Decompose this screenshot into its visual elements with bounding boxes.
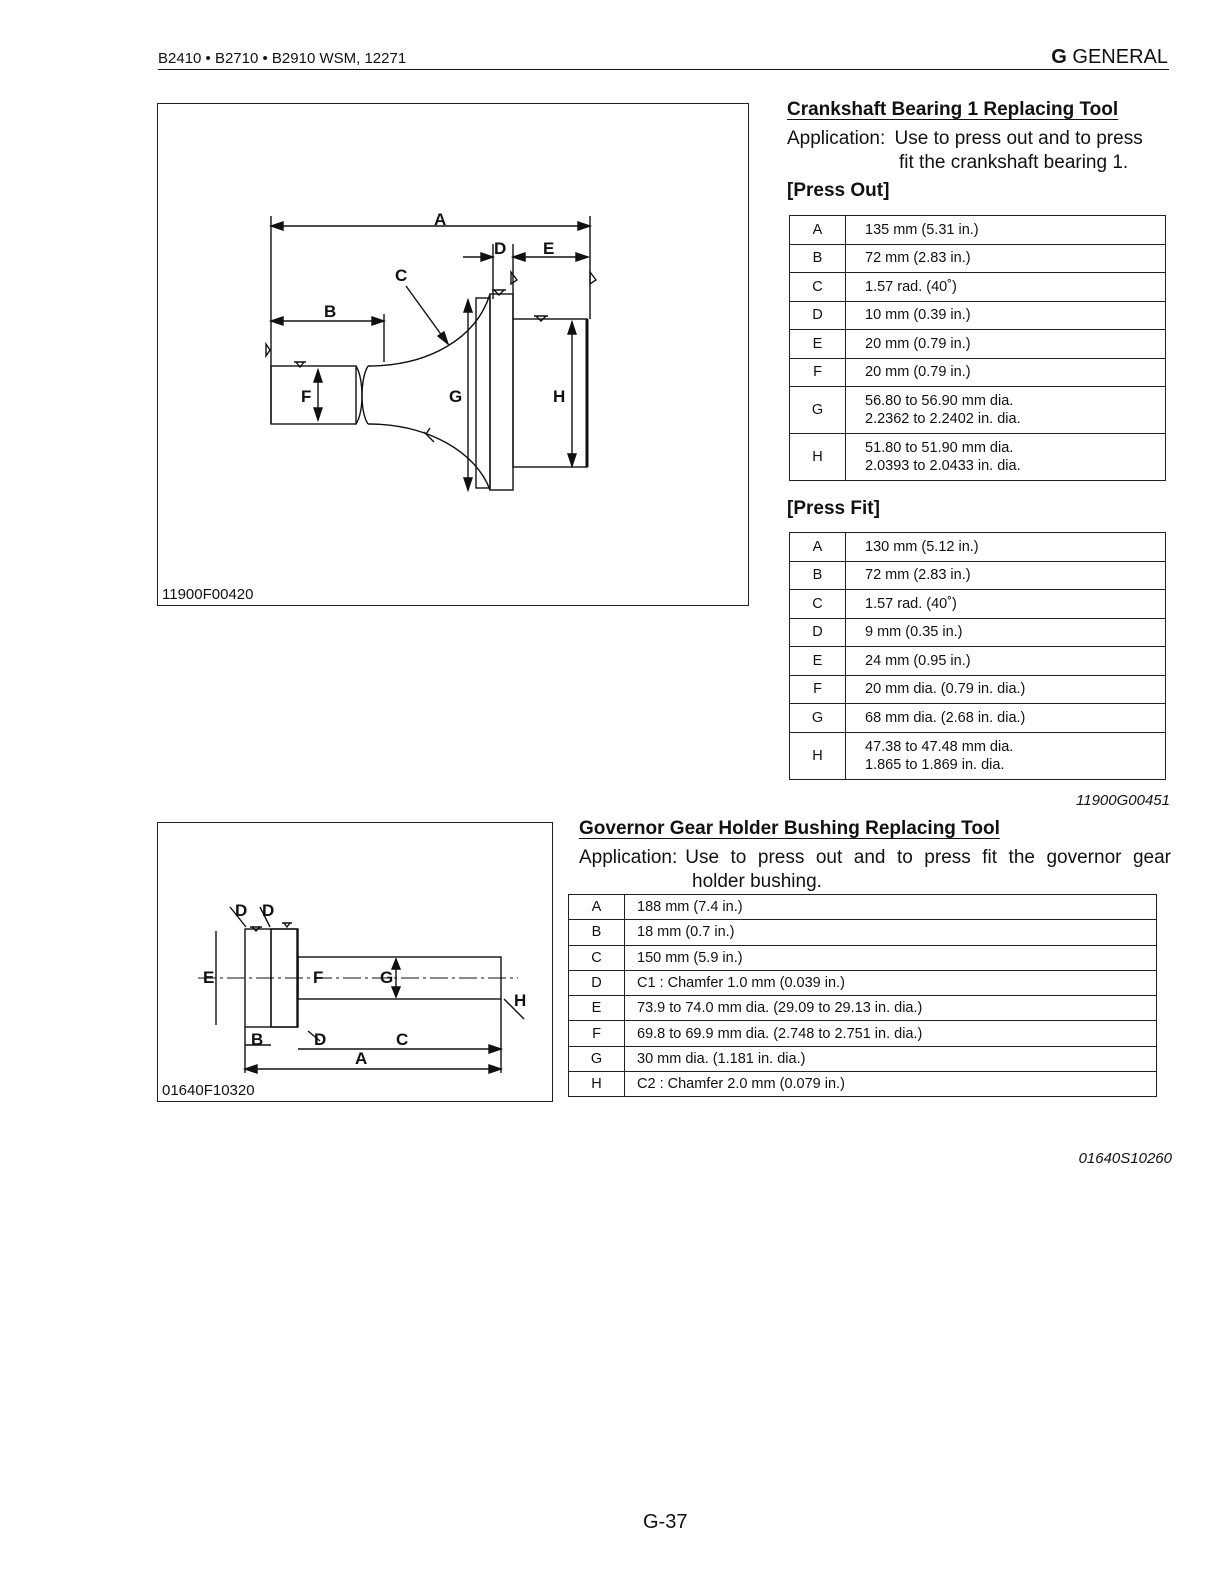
- governor-section-title: Governor Gear Holder Bushing Replacing Tool: [579, 818, 1000, 839]
- spec-value-line: 130 mm (5.12 in.): [865, 538, 979, 555]
- spec-row: [790, 704, 1166, 733]
- spec-value: [846, 590, 1166, 619]
- spec-value: [625, 1072, 1157, 1097]
- spec-key: G: [790, 704, 846, 733]
- spec-key: H: [569, 1072, 625, 1097]
- spec-key: D: [790, 301, 846, 330]
- spec-key: A: [790, 216, 846, 245]
- spec-key: D: [569, 970, 625, 995]
- spec-value: [846, 216, 1166, 245]
- crankshaft-ref-code: 11900G00451: [1076, 792, 1170, 809]
- crankshaft-application-line2: fit the crankshaft bearing 1.: [899, 152, 1129, 173]
- spec-value: [625, 996, 1157, 1021]
- spec-key: G: [790, 387, 846, 434]
- spec-value-line: 68 mm dia. (2.68 in. dia.): [865, 709, 1026, 726]
- fig2-label-a: A: [355, 1049, 368, 1068]
- spec-key: E: [569, 996, 625, 1021]
- spec-row: [790, 244, 1166, 273]
- spec-row: [790, 533, 1166, 562]
- spec-row: [569, 1046, 1157, 1071]
- spec-key: A: [569, 895, 625, 920]
- spec-key: C: [790, 273, 846, 302]
- press-fit-table: [789, 532, 1166, 780]
- spec-value: [625, 1021, 1157, 1046]
- spec-key: F: [790, 358, 846, 387]
- spec-value: [625, 1046, 1157, 1071]
- fig1-label-h: H: [553, 387, 566, 406]
- spec-value-line: 51.80 to 51.90 mm dia.: [865, 440, 1014, 456]
- spec-value: [846, 704, 1166, 733]
- spec-value-line: 20 mm dia. (0.79 in. dia.): [865, 681, 1026, 698]
- crankshaft-section-title: Crankshaft Bearing 1 Replacing Tool: [787, 99, 1119, 120]
- header-divider: [158, 69, 1169, 70]
- spec-row: [790, 273, 1166, 302]
- spec-key: H: [790, 732, 846, 779]
- fig1-label-d: D: [494, 239, 507, 258]
- spec-row: [790, 358, 1166, 387]
- crankshaft-application-label: Application:: [787, 128, 886, 149]
- fig2-label-d1: D: [235, 901, 248, 920]
- spec-row: [790, 301, 1166, 330]
- spec-value-line: 47.38 to 47.48 mm dia.: [865, 738, 1014, 755]
- spec-value-line: 20 mm (0.79 in.): [865, 335, 971, 352]
- header-section-letter: G: [1051, 46, 1067, 68]
- governor-application-label: Application:: [579, 847, 678, 868]
- fig1-label-g: G: [449, 387, 463, 406]
- crankshaft-tool-figure: [157, 103, 749, 606]
- press-fit-title: [Press Fit]: [787, 498, 880, 519]
- crankshaft-application: [787, 127, 1172, 175]
- fig1-label-f: F: [301, 387, 312, 406]
- governor-tool-figure: [157, 822, 553, 1102]
- governor-table: [568, 894, 1157, 1097]
- governor-application-line2: holder bushing.: [692, 871, 822, 892]
- spec-value: [625, 920, 1157, 945]
- spec-row: [569, 945, 1157, 970]
- governor-application-line1: Use to press out and to press fit the governor gear: [685, 847, 1171, 868]
- spec-value-line: 20 mm (0.79 in.): [865, 364, 971, 381]
- spec-value-line: 2.0393 to 2.0433 in. dia.: [865, 458, 1021, 474]
- spec-value: [846, 732, 1166, 779]
- header-section: [1051, 46, 1168, 69]
- spec-value-line: 73.9 to 74.0 mm dia. (29.09 to 29.13 in. dia.): [637, 1000, 923, 1017]
- spec-value: [846, 244, 1166, 273]
- press-out-title: [Press Out]: [787, 180, 890, 201]
- spec-value-line: 30 mm dia. (1.181 in. dia.): [637, 1050, 806, 1067]
- spec-value: [846, 533, 1166, 562]
- spec-value-line: 69.8 to 69.9 mm dia. (2.748 to 2.751 in. dia.): [637, 1025, 923, 1042]
- spec-row: [790, 618, 1166, 647]
- spec-value: [846, 273, 1166, 302]
- spec-row: [790, 590, 1166, 619]
- spec-row: [790, 330, 1166, 359]
- fig1-label-a: A: [434, 210, 447, 229]
- spec-value-line: 2.2362 to 2.2402 in. dia.: [865, 411, 1021, 427]
- spec-key: G: [569, 1046, 625, 1071]
- spec-row: [569, 920, 1157, 945]
- spec-key: H: [790, 434, 846, 481]
- governor-ref-code: 01640S10260: [1078, 1150, 1172, 1167]
- header-section-name: GENERAL: [1072, 46, 1168, 68]
- press-out-table: [789, 215, 1166, 481]
- spec-value-line: 18 mm (0.7 in.): [637, 924, 735, 941]
- fig2-label-c: C: [396, 1030, 409, 1049]
- fig1-label-e: E: [543, 239, 555, 258]
- spec-value: [625, 945, 1157, 970]
- fig2-label-d2: D: [262, 901, 275, 920]
- spec-value: [625, 895, 1157, 920]
- spec-row: [790, 561, 1166, 590]
- governor-tool-drawing: [158, 823, 552, 1083]
- spec-key: C: [569, 945, 625, 970]
- spec-row: [569, 970, 1157, 995]
- fig2-label-f: F: [313, 968, 324, 987]
- spec-value: [846, 387, 1166, 434]
- spec-row: [569, 1021, 1157, 1046]
- spec-value-line: 56.80 to 56.90 mm dia.: [865, 393, 1014, 409]
- spec-value-line: 24 mm (0.95 in.): [865, 652, 971, 669]
- spec-row: [790, 216, 1166, 245]
- spec-row: [569, 996, 1157, 1021]
- spec-value-line: 72 mm (2.83 in.): [865, 567, 971, 584]
- fig2-label-g: G: [380, 968, 394, 987]
- spec-value-line: 1.865 to 1.869 in. dia.: [865, 756, 1005, 773]
- crankshaft-application-line1: Use to press out and to press: [894, 128, 1143, 149]
- spec-row: [790, 647, 1166, 676]
- spec-key: F: [569, 1021, 625, 1046]
- spec-row: [790, 732, 1166, 779]
- governor-application: [579, 846, 1171, 894]
- spec-value-line: 9 mm (0.35 in.): [865, 624, 963, 641]
- spec-value-line: 10 mm (0.39 in.): [865, 307, 971, 324]
- spec-key: C: [790, 590, 846, 619]
- spec-value-line: C2 : Chamfer 2.0 mm (0.079 in.): [637, 1076, 845, 1093]
- spec-key: F: [790, 675, 846, 704]
- spec-value: [846, 358, 1166, 387]
- spec-value: [846, 330, 1166, 359]
- spec-value: [846, 301, 1166, 330]
- spec-row: [790, 675, 1166, 704]
- figure1-id: 11900F00420: [162, 586, 254, 603]
- fig1-label-c: C: [395, 266, 408, 285]
- page-number: G-37: [643, 1511, 688, 1533]
- spec-key: B: [569, 920, 625, 945]
- spec-value: [625, 970, 1157, 995]
- fig1-label-b: B: [324, 302, 337, 321]
- header-model-info: B2410 • B2710 • B2910 WSM, 12271: [158, 50, 407, 67]
- figure2-id: 01640F10320: [162, 1082, 255, 1099]
- spec-value-line: 188 mm (7.4 in.): [637, 899, 743, 916]
- spec-key: B: [790, 244, 846, 273]
- spec-key: E: [790, 647, 846, 676]
- spec-value-line: 1.57 rad. (40˚): [865, 595, 957, 612]
- spec-value-line: 1.57 rad. (40˚): [865, 278, 957, 295]
- spec-row: [569, 1072, 1157, 1097]
- fig2-label-d3: D: [314, 1030, 327, 1049]
- spec-value-line: 72 mm (2.83 in.): [865, 250, 971, 267]
- spec-value: [846, 675, 1166, 704]
- spec-value: [846, 647, 1166, 676]
- spec-key: E: [790, 330, 846, 359]
- spec-row: [790, 387, 1166, 434]
- spec-row: [790, 434, 1166, 481]
- fig2-label-b: B: [251, 1030, 264, 1049]
- spec-key: B: [790, 561, 846, 590]
- spec-value-line: 150 mm (5.9 in.): [637, 949, 743, 966]
- spec-value-line: C1 : Chamfer 1.0 mm (0.039 in.): [637, 975, 845, 992]
- spec-value: [846, 618, 1166, 647]
- spec-value-line: 135 mm (5.31 in.): [865, 221, 979, 238]
- spec-key: A: [790, 533, 846, 562]
- spec-value: [846, 434, 1166, 481]
- spec-row: [569, 895, 1157, 920]
- fig2-label-h: H: [514, 991, 527, 1010]
- spec-value: [846, 561, 1166, 590]
- fig2-label-e: E: [203, 968, 215, 987]
- crankshaft-tool-drawing: [158, 104, 748, 584]
- spec-key: D: [790, 618, 846, 647]
